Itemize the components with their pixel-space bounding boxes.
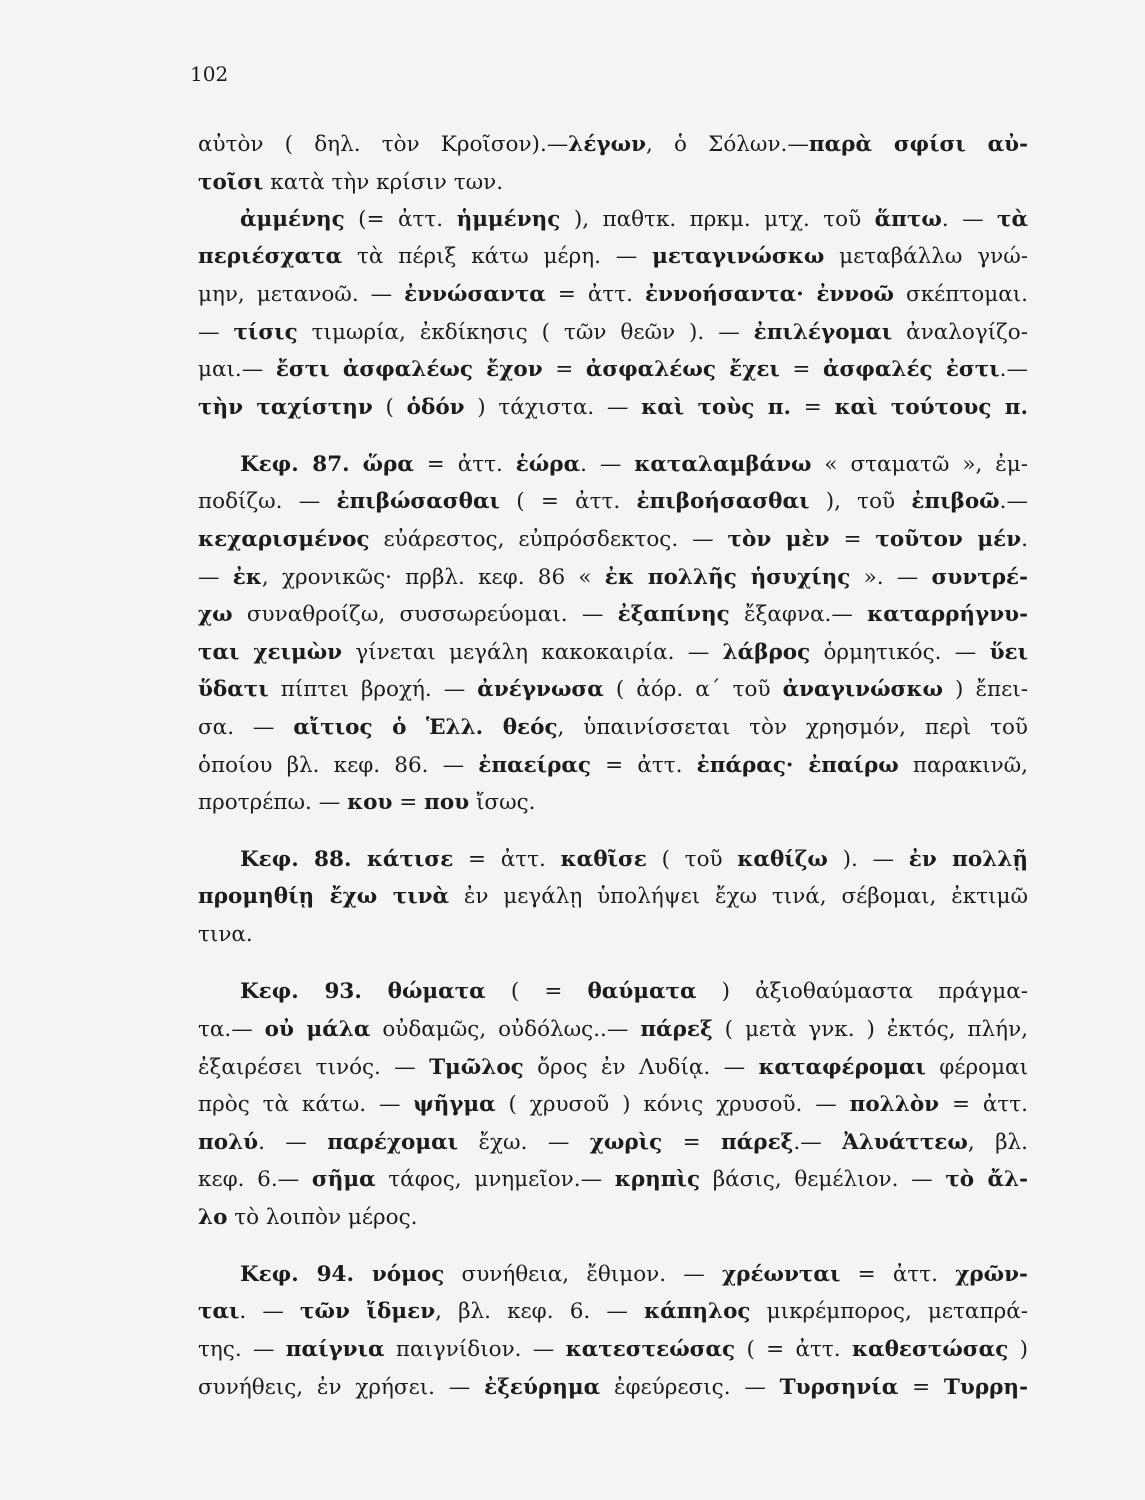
text-line (198, 638, 1028, 668)
gloss-text: = (662, 1130, 722, 1155)
headword: πολύ (198, 1130, 259, 1155)
headword: ὁδόν (406, 395, 465, 420)
gloss-text: ὁποίου βλ. κεφ. 86. — (198, 753, 479, 778)
headword: ἐπιλέγομαι (753, 320, 893, 345)
headword: ἐκ (232, 565, 262, 590)
headword: τὴν ταχίστην (198, 395, 373, 420)
headword: καθίζω (737, 847, 828, 872)
headword: χωρὶς (589, 1130, 663, 1155)
text-line (240, 1260, 1028, 1290)
headword: ἐξαπίνης (617, 602, 730, 627)
headword: οὐ μάλα (264, 1017, 371, 1042)
gloss-text: .— (999, 489, 1028, 514)
headword: κρηπὶς (614, 1167, 701, 1192)
gloss-text: ». — (850, 565, 932, 590)
headword: ἐπαείρας (478, 753, 592, 778)
gloss-text: — (198, 565, 233, 590)
gloss-text: ( ἀόρ. α΄ τοῦ (603, 677, 783, 702)
headword: ἑώρα (515, 452, 581, 477)
gloss-text: , βλ. κεφ. 6. — (435, 1299, 644, 1324)
headword: τίσις (233, 320, 298, 345)
text-line (198, 487, 1028, 517)
gloss-text: ). — (827, 847, 909, 872)
headword: λο (198, 1205, 228, 1230)
gloss-text: ( = (485, 979, 588, 1004)
headword: τὰ (997, 207, 1029, 232)
gloss-text: μην, μετανοῶ. — (198, 282, 405, 307)
headword: σῆμα (311, 1167, 376, 1192)
headword: χω (198, 602, 233, 627)
gloss-text: , χρονικῶς· πρβλ. κεφ. 86 « (261, 565, 605, 590)
headword: λέγων (568, 132, 647, 157)
headword: Κεφ. 94. νόμος (240, 1262, 445, 1287)
gloss-text: (= ἀττ. (344, 207, 457, 232)
gloss-text: .— (999, 357, 1028, 382)
headword: ἐπιβώσασθαι (336, 489, 500, 514)
headword: πάρεξ (721, 1130, 794, 1155)
headword: αἴτιος ὁ Ἑλλ. θεός (293, 715, 558, 740)
headword: καταρρήγνυ- (867, 602, 1029, 627)
text-line (198, 563, 1028, 593)
headword: προμηθίῃ ἔχω τινὰ (198, 884, 450, 909)
gloss-text: προτρέπω. — (198, 790, 348, 815)
headword: ται χειμὼν (198, 640, 343, 665)
headword: ἐπιβοήσασθαι (636, 489, 810, 514)
headword: καὶ τοὺς π. (641, 395, 791, 420)
headword: ἐν πολλῇ (908, 847, 1028, 872)
headword: ὕει (989, 640, 1028, 665)
headword: τὸ ἄλ- (945, 1167, 1028, 1192)
headword: Κεφ. 93. θώματα (240, 979, 486, 1004)
headword: τοῦτον μέν (875, 527, 1022, 552)
text-line (198, 1128, 1028, 1158)
headword: κάπηλος (643, 1299, 751, 1324)
gloss-text: = ἀττ. (840, 1262, 956, 1287)
headword: κου (347, 790, 393, 815)
headword: ἡμμένης (456, 207, 561, 232)
gloss-text: συναθροίζω, συσσωρεύομαι. — (232, 602, 618, 627)
gloss-text: σκέπτομαι. (894, 282, 1028, 307)
gloss-text: ὁρμητικός. — (810, 640, 990, 665)
headword: ἐπάρας· ἐπαίρω (696, 753, 899, 778)
headword: παίγνια (285, 1337, 385, 1362)
gloss-text: ἴσως. (469, 790, 536, 815)
gloss-text: ( (372, 395, 407, 420)
gloss-text: εὐάρεστος, εὐπρόσδεκτος. — (369, 527, 728, 552)
gloss-text: τὰ πέριξ κάτω μέρη. — (342, 244, 653, 269)
headword: ἀσφαλές ἐστι (823, 357, 1000, 382)
gloss-text: οὐδαμῶς, οὐδόλως..— (370, 1017, 641, 1042)
text-line (198, 168, 1028, 198)
gloss-text: ἐφεύρεσις. — (600, 1375, 780, 1400)
text-line (240, 977, 1028, 1007)
gloss-text: μαι.— (198, 357, 276, 382)
text-line (198, 393, 1028, 423)
text-line (198, 525, 1028, 555)
gloss-text: φέρομαι (925, 1055, 1028, 1080)
headword: μεταγινώσκω (652, 244, 825, 269)
gloss-text: ), παθτκ. πρκμ. μτχ. τοῦ (560, 207, 875, 232)
gloss-text: της. — (198, 1337, 286, 1362)
gloss-text: = (392, 790, 425, 815)
gloss-text: παρακινῶ, (898, 753, 1029, 778)
headword: ἐπιβοῶ (911, 489, 1000, 514)
text-line (198, 1335, 1028, 1365)
headword: καθῖσε (560, 847, 647, 872)
gloss-text: ἔχω. — (458, 1130, 590, 1155)
text-line (198, 318, 1028, 348)
headword: ψῆγμα (413, 1092, 496, 1117)
gloss-text: σα. — (198, 715, 294, 740)
page-number: 102 (190, 62, 229, 86)
gloss-text: , ὑπαινίσσεται τὸν χρησμόν, περὶ τοῦ (557, 715, 1029, 740)
gloss-text: τὸ λοιπὸν μέρος. (227, 1205, 418, 1230)
gloss-text: ) τάχιστα. — (464, 395, 642, 420)
headword: ἐννοήσαντα· ἐννοῶ (644, 282, 895, 307)
gloss-text: συνήθεια, ἔθιμον. — (444, 1262, 723, 1287)
gloss-text: μικρέμπορος, μεταπρά- (750, 1299, 1028, 1324)
text-line (198, 920, 1028, 950)
headword: Ἀλυάττεω (842, 1130, 968, 1155)
gloss-text: , βλ. (967, 1130, 1028, 1155)
text-line (198, 130, 1028, 160)
gloss-text: βάσις, θεμέλιον. — (700, 1167, 946, 1192)
gloss-text: ἐξαιρέσει τινός. — (198, 1055, 430, 1080)
headword: Κεφ. 88. κάτισε (240, 847, 454, 872)
headword: τὸν μὲν (727, 527, 830, 552)
gloss-text: ( = ἀττ. (735, 1337, 852, 1362)
headword: ἀμμένης (240, 207, 345, 232)
gloss-text: ὄρος ἐν Λυδίᾳ. — (523, 1055, 759, 1080)
text-line (198, 600, 1028, 630)
gloss-text: = ἀττ. (413, 452, 516, 477)
gloss-text: = (829, 527, 876, 552)
gloss-text: ( χρυσοῦ ) κόνις χρυσοῦ. — (495, 1092, 850, 1117)
headword: παρὰ σφίσι αὐ- (808, 132, 1028, 157)
headword: θαύματα (587, 979, 697, 1004)
headword: ἐννώσαντα (404, 282, 546, 307)
headword: ἐξεύρημα (484, 1375, 601, 1400)
gloss-text: πρὸς τὰ κάτω. — (198, 1092, 414, 1117)
headword: τῶν ἴδμεν (300, 1299, 436, 1324)
gloss-text: = ἀττ. (939, 1092, 1028, 1117)
headword: καθεστώσας (851, 1337, 1009, 1362)
gloss-text: πίπτει βροχή. — (268, 677, 478, 702)
headword: Τυρσηνία (779, 1375, 899, 1400)
gloss-text: . (1021, 527, 1028, 552)
text-line (240, 450, 1028, 480)
text-line (198, 280, 1028, 310)
headword: κατεστεώσας (565, 1337, 736, 1362)
gloss-text (350, 452, 363, 477)
gloss-text: . — (941, 207, 997, 232)
text-line (198, 1090, 1028, 1120)
gloss-text: .— (793, 1130, 843, 1155)
gloss-text: . — (239, 1299, 301, 1324)
gloss-text: = (542, 357, 586, 382)
text-line (198, 1053, 1028, 1083)
headword: ται (198, 1299, 240, 1324)
headword: ὕδατι (198, 677, 269, 702)
gloss-text: ποδίζω. — (198, 489, 337, 514)
headword: πολλὸν (849, 1092, 940, 1117)
gloss-text: τάφος, μνημεῖον.— (375, 1167, 615, 1192)
text-line (198, 882, 1028, 912)
gloss-text: ἔξαφνα.— (729, 602, 868, 627)
gloss-text: = (898, 1375, 944, 1400)
gloss-text: « σταματῶ », ἐμ- (811, 452, 1028, 477)
gloss-text: , ὁ Σόλων.— (646, 132, 809, 157)
text-line (198, 675, 1028, 705)
gloss-text: γίνεται μεγάλη κακοκαιρία. — (342, 640, 723, 665)
gloss-text: ), τοῦ (809, 489, 912, 514)
text-line (198, 242, 1028, 272)
gloss-text: κεφ. 6.— (198, 1167, 312, 1192)
text-line (198, 355, 1028, 385)
gloss-text: = (790, 395, 835, 420)
headword: παρέχομαι (327, 1130, 459, 1155)
headword: ἀνέγνωσα (477, 677, 604, 702)
text-line (198, 1203, 1028, 1233)
gloss-text: ἀναλογίζο- (892, 320, 1028, 345)
gloss-text: τινα. (198, 922, 253, 947)
gloss-text: τιμωρία, ἐκδίκησις ( τῶν θεῶν ). — (297, 320, 754, 345)
text-line (198, 1297, 1028, 1327)
gloss-text: ( = ἀττ. (499, 489, 637, 514)
headword: Τμῶλος (429, 1055, 524, 1080)
headword: συντρέ- (931, 565, 1028, 590)
headword: ἐκ πολλῆς ἡσυχίης (604, 565, 851, 590)
gloss-text: ( μετὰ γνκ. ) ἐκτός, πλήν, (712, 1017, 1028, 1042)
gloss-text: ) ἀξιοθαύμαστα πράγμα- (696, 979, 1028, 1004)
gloss-text: τα.— (198, 1017, 265, 1042)
headword: που (424, 790, 470, 815)
headword: καταφέρομαι (758, 1055, 926, 1080)
headword: πάρεξ (640, 1017, 713, 1042)
text-line (240, 205, 1028, 235)
gloss-text: αὐτὸν ( δηλ. τὸν Κροῖσον).— (198, 132, 569, 157)
gloss-text: ( τοῦ (646, 847, 738, 872)
headword: Κεφ. 87. (240, 452, 350, 477)
headword: τοῖσι (198, 170, 264, 195)
text-line (198, 1015, 1028, 1045)
headword: ἅπτω (874, 207, 942, 232)
gloss-text: = ἀττ. (453, 847, 561, 872)
headword: καταλαμβάνω (634, 452, 812, 477)
gloss-text: = ἀττ. (591, 753, 697, 778)
headword: χρέωνται (722, 1262, 841, 1287)
text-line (198, 713, 1028, 743)
text-line (198, 1373, 1028, 1403)
text-line (198, 751, 1028, 781)
headword: καὶ τούτους π. (834, 395, 1028, 420)
headword: περιέσχατα (198, 244, 343, 269)
gloss-text: = (779, 357, 823, 382)
gloss-text: = ἀττ. (545, 282, 645, 307)
gloss-text: παιγνίδιον. — (384, 1337, 566, 1362)
gloss-text: συνήθεις, ἐν χρήσει. — (198, 1375, 485, 1400)
gloss-text: . — (580, 452, 635, 477)
gloss-text: μεταβάλλω γνώ- (824, 244, 1028, 269)
headword: ὥρα (362, 452, 414, 477)
gloss-text: — (198, 320, 234, 345)
gloss-text: ) ἔπει- (943, 677, 1028, 702)
gloss-text: κατὰ τὴν κρίσιν των. (263, 170, 504, 195)
headword: χρῶν- (955, 1262, 1028, 1287)
headword: Τυρρη- (943, 1375, 1028, 1400)
text-line (198, 788, 1028, 818)
headword: ἔστι ἀσφαλέως ἔχον (275, 357, 543, 382)
headword: ἀσφαλέως ἔχει (585, 357, 780, 382)
gloss-text: ἐν μεγάλῃ ὑπολήψει ἔχω τινά, σέβομαι, ἐκτιμῶ (449, 884, 1028, 909)
text-line (240, 845, 1028, 875)
headword: λάβρος (722, 640, 811, 665)
headword: ἀναγινώσκω (782, 677, 943, 702)
headword: κεχαρισμένος (198, 527, 370, 552)
gloss-text: . — (258, 1130, 328, 1155)
text-line (198, 1165, 1028, 1195)
gloss-text: ) (1008, 1337, 1028, 1362)
